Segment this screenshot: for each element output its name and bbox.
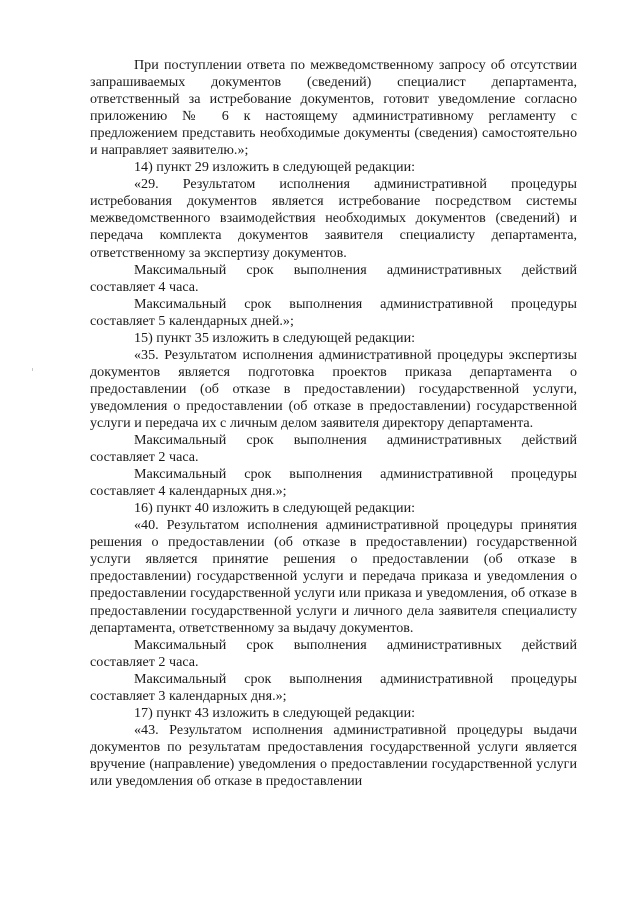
document-page	[90, 57, 577, 790]
paragraph-clause-43: «43. Результатом исполнения административной процедуры выдачи документов по результатам предоставления государственной услуги является вручение (направление) уведомления о предоставлении государственной услуги или уведомления об отказе в предоставлении	[90, 721, 577, 789]
paragraph-item-17-heading: 17) пункт 43 изложить в следующей редакции:	[134, 704, 416, 721]
paragraph-clause-40-max-procedure: Максимальный срок выполнения административной процедуры составляет 3 календарных дня.»;	[90, 670, 577, 704]
paragraph-clause-35-max-procedure: Максимальный срок выполнения административной процедуры составляет 4 календарных дня.»;	[90, 466, 577, 500]
paragraph-clause-35-max-actions: Максимальный срок выполнения административных действий составляет 2 часа.	[90, 432, 577, 466]
paragraph-interdepartmental-response: При поступлении ответа по межведомственному запросу об отсутствии запрашиваемых документов (сведений) специалист департамента, ответственный за истребование документов, готовит уведомление согласно приложению № 6 к настоящему административному регламенту с предложением представить необходимые документы (сведения) самостоятельно и направляет заявителю.»;	[90, 57, 577, 159]
paragraph-clause-40: «40. Результатом исполнения административной процедуры принятия решения о предоставлении (об отказе в предоставлении) государственной услуги является принятие решения о предоставлении (об отказе в предоставлении) государственной услуги и передача приказа и уведомления о предоставлении государственной услуги или приказа и уведомления, об отказе в предоставлении государственной услуги и личного дела заявителя специалисту департамента, ответственному за выдачу документов.	[90, 517, 577, 636]
paragraph-clause-29-max-actions: Максимальный срок выполнения административных действий составляет 4 часа.	[90, 261, 577, 295]
scan-margin-mark	[32, 368, 33, 371]
paragraph-clause-29-max-procedure: Максимальный срок выполнения административной процедуры составляет 5 календарных дней.»;	[90, 295, 577, 329]
paragraph-item-15-heading: 15) пункт 35 изложить в следующей редакции:	[134, 329, 416, 346]
paragraph-clause-29: «29. Результатом исполнения административной процедуры истребования документов является истребование посредством системы межведомственного взаимодействия необходимых документов (сведений) и передача комплекта документов заявителя специалисту департамента, ответственному за экспертизу документов.	[90, 176, 577, 261]
paragraph-clause-40-max-actions: Максимальный срок выполнения административных действий составляет 2 часа.	[90, 636, 577, 670]
paragraph-item-16-heading: 16) пункт 40 изложить в следующей редакции:	[134, 500, 416, 517]
paragraph-item-14-heading: 14) пункт 29 изложить в следующей редакции:	[134, 159, 416, 176]
paragraph-clause-35: «35. Результатом исполнения административной процедуры экспертизы документов является подготовка проектов приказа департамента о предоставлении (об отказе в предоставлении) государственной услуги, уведомления о предоставлении (об отказе в предоставлении) государственной услуги и передача их с личным делом заявителя директору департамента.	[90, 346, 577, 431]
